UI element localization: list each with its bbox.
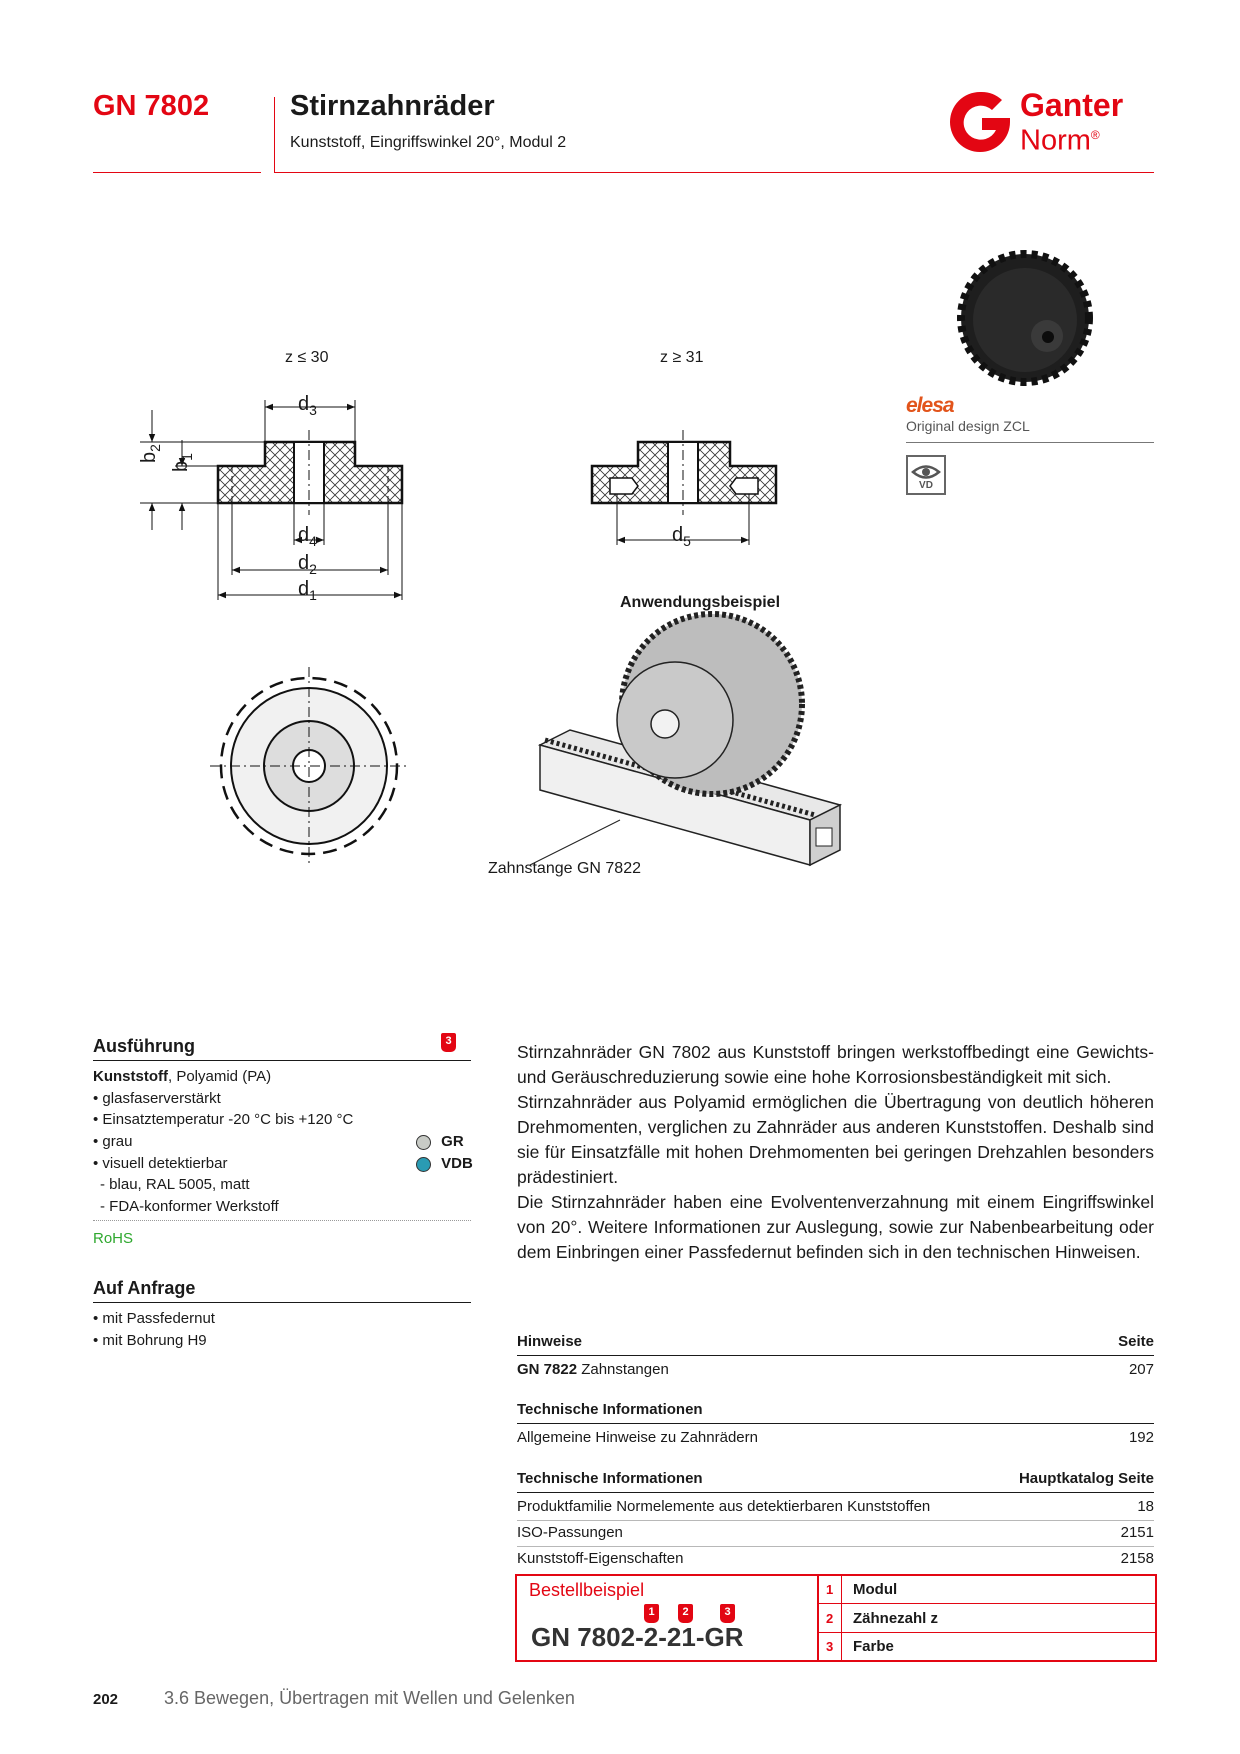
brand-name: Ganter [1020,87,1124,123]
application-example [530,614,840,865]
description-p2: Stirnzahnräder aus Polyamid ermöglichen die Übertragung von deutlich höheren Drehmomenten, verglichen zu Zahnräder aus anderen Kunststoffen. Deshalb sind sie für Einsatzfälle mit hohen Drehmomenten bei geringen Drehzahlen besonders prädestiniert. [517,1092,1154,1187]
tech-info-2-sep-1 [517,1520,1154,1521]
dim-b1: $b_1$ [170,453,195,472]
dim-d3: $d_3$ [298,393,317,418]
anfrage-item-1: • mit Passfedernut [93,1310,215,1327]
item-temp: • Einsatztemperatur -20 °C bis +120 °C [93,1111,354,1128]
page-number: 202 [93,1691,119,1708]
order-legend [817,1576,1157,1660]
label-z-small: z ≤ 30 [285,349,329,366]
legend-label-3: Farbe [853,1638,894,1655]
vd-label: VD [919,480,933,491]
order-badge-3: 3 [720,1602,735,1623]
footer-section: 3.6 Bewegen, Übertragen mit Wellen und Gelenken [164,1688,575,1708]
label-z-large: z ≥ 31 [660,349,704,366]
elesa-rule [906,442,1154,443]
tech-info-1-rule [517,1423,1154,1424]
tech-info-2-header: Technische Informationen Hauptkatalog Seite [517,1470,1154,1487]
legend-num-2: 2 [826,1611,834,1626]
dim-d4: $d_4$ [298,524,317,549]
legend-num-1: 1 [826,1582,834,1597]
brand-subname: Norm [1020,124,1091,157]
color-swatch-grey [416,1135,431,1150]
rohs-divider [93,1220,471,1221]
dim-d2: $d_2$ [298,552,317,577]
legend-num-3: 3 [826,1639,834,1654]
description-p1: Stirnzahnräder GN 7802 aus Kunststoff bringen werkstoffbedingt eine Gewichts- und Geräuschreduzierung sowie eine hohe Korrosionsbeständigkeit mit sich. [517,1042,1154,1087]
page-subtitle: Kunststoff, Eingriffswinkel 20°, Modul 2 [290,134,567,151]
gear-photo [955,248,1095,388]
gear-front-view [210,667,408,865]
order-code: GN 7802-2-21-GR [531,1622,744,1652]
product-code: GN 7802 [93,90,210,122]
vd-badge [906,455,946,495]
tech-info-2-row-1[interactable]: Produktfamilie Normelemente aus detektierbaren Kunststoffen 18 [517,1498,1154,1515]
dim-d5: $d_5$ [672,524,691,549]
color-code-vdb: VDB [416,1153,473,1174]
tech-info-2-sep-2 [517,1546,1154,1547]
legend-label-1: Modul [853,1581,898,1598]
auf-anfrage-heading: Auf Anfrage [93,1278,196,1298]
order-example-title: Bestellbeispiel [529,1580,645,1600]
section-right [592,430,776,515]
legend-label-2: Zähnezahl z [853,1610,939,1627]
ausfuehrung-heading: Ausführung [93,1036,195,1056]
item-detect: • visuell detektierbar [93,1155,228,1172]
example-title: Anwendungsbeispiel [620,594,781,611]
ausfuehrung-badge: 3 [441,1031,456,1052]
elesa-logo: elesa [906,394,954,417]
hinweise-row[interactable]: GN 7822 Zahnstangen 207 [517,1361,1154,1378]
dim-d1: $d_1$ [298,578,317,603]
material-line: Kunststoff, Polyamid (PA) [93,1068,272,1085]
elesa-design-note: Original design ZCL [906,418,1030,434]
subitem-fda: - FDA-konformer Werkstoff [100,1198,279,1215]
tech-info-2-row-2[interactable]: ISO-Passungen 2151 [517,1524,1154,1541]
order-badge-1: 1 [644,1602,659,1623]
anfrage-item-2: • mit Bohrung H9 [93,1332,207,1349]
tech-info-1-row[interactable]: Allgemeine Hinweise zu Zahnrädern 192 [517,1429,1154,1446]
hinweise-rule [517,1355,1154,1356]
order-example-box [515,1574,1157,1662]
rack-label: Zahnstange GN 7822 [488,860,641,877]
dim-b2: $b_2$ [138,444,163,463]
registered-mark: ® [1090,128,1100,142]
section-left [218,430,402,515]
description [517,1040,1154,1265]
ausfuehrung-rule [93,1060,471,1061]
item-grey: • grau [93,1133,133,1150]
description-p3: Die Stirnzahnräder haben eine Evolventenverzahnung mit einem Eingriffswinkel von 20°. Weitere Informationen zur Auslegung, sowie zur Nabenbearbeitung oder dem Einbringen einer Passfedernut befinden sich in den technischen Hinweisen. [517,1192,1154,1262]
tech-info-2-row-3[interactable]: Kunststoff-Eigenschaften 2158 [517,1550,1154,1567]
item-glass: • glasfaserverstärkt [93,1090,221,1107]
hinweise-header: Hinweise Seite [517,1333,1154,1350]
color-swatch-blue [416,1157,431,1172]
tech-info-2-rule [517,1492,1154,1493]
rohs-label: RoHS [93,1230,134,1247]
color-code-gr: GR [416,1131,464,1152]
tech-info-1-header: Technische Informationen [517,1401,703,1418]
subitem-blue: - blau, RAL 5005, matt [100,1176,250,1193]
auf-anfrage-rule [93,1302,471,1303]
order-badge-2: 2 [678,1602,693,1623]
page-title: Stirnzahnräder [290,90,495,122]
